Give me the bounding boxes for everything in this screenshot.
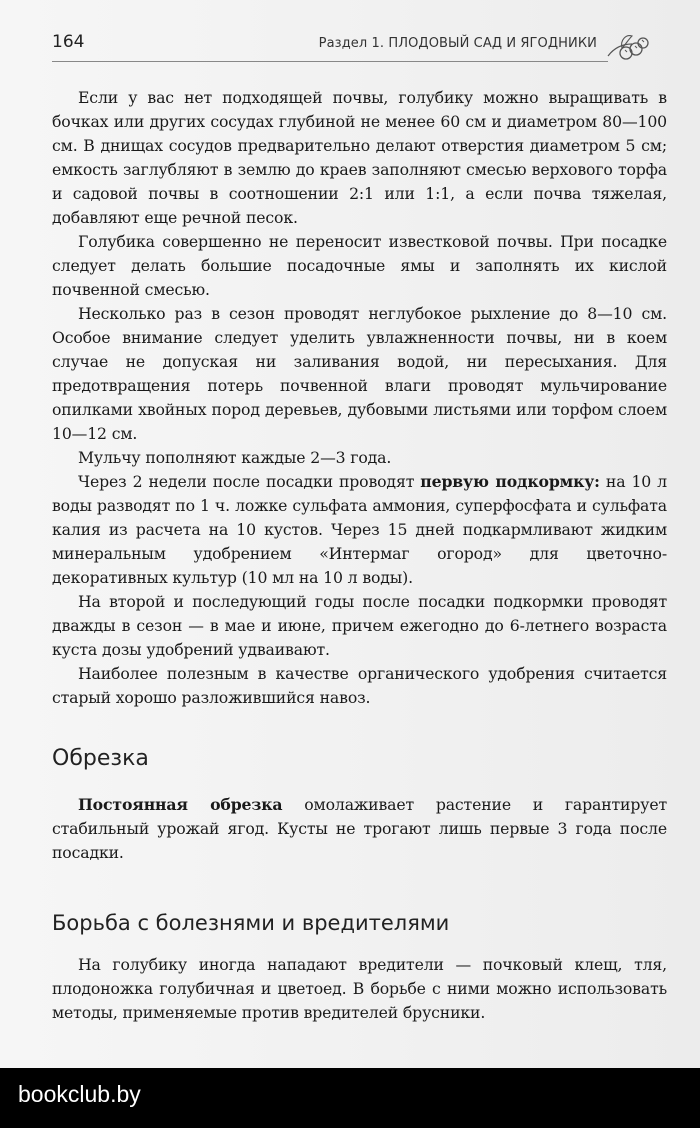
- berries-icon: [602, 26, 652, 66]
- section-title: Раздел 1. ПЛОДОВЫЙ САД И ЯГОДНИКИ: [318, 36, 597, 51]
- page-number: 164: [52, 32, 85, 52]
- paragraph-soil: Голубика совершенно не переносит известковой почвы. При посадке следует делать большие посадочные ямы и заполнять их кислой почвенной смесью.: [52, 232, 667, 299]
- header-rule: [52, 61, 608, 62]
- paragraph-pruning: [52, 793, 667, 865]
- heading-pruning: Обрезка: [52, 746, 149, 771]
- paragraph-pests: На голубику иногда нападают вредители — почковый клещ, тля, плодоножка голубичная и цветоед. В борьбе с ними можно использовать методы, применяемые против вредителей брусники.: [52, 955, 667, 1022]
- paragraph-loosening: Несколько раз в сезон проводят неглубокое рыхление до 8—10 см. Особое внимание следует уделить увлажненности почвы, ни в коем случае не допуская ни заливания водой, ни пересыхания. Для предотвращения потерь почвенной влаги проводят мульчирование опилками хвойных пород деревьев, дубовыми листьями или торфом слоем 10—12 см.: [52, 304, 667, 443]
- heading-diseases-pests: Борьба с болезнями и вредителями: [52, 911, 450, 935]
- text-fragment: Через 2 недели после посадки проводят: [78, 472, 421, 491]
- paragraph-mulch: Мульчу пополняют каждые 2—3 года.: [78, 448, 392, 467]
- running-header: [52, 28, 652, 62]
- watermark-bar: [0, 1068, 700, 1128]
- watermark-text: bookclub.by: [18, 1081, 141, 1107]
- paragraph-first-feeding: [52, 470, 667, 590]
- paragraph-manure: Наиболее полезным в качестве органического удобрения считается старый хорошо разложившийся навоз.: [52, 664, 667, 707]
- text-fragment: на 10 л воды разводят по 1 ч. ложке сульфата аммония, суперфосфата и сульфата калия из расчета на 10 кустов. Через 15 дней подкармливают жидким минеральным удобрением «Интермаг огород» для цветочно-декоративных культур (10 мл на 10 л воды).: [52, 472, 667, 587]
- paragraph-containers: Если у вас нет подходящей почвы, голубику можно выращивать в бочках или других сосудах глубиной не менее 60 см и диаметром 80—100 см. В днищах сосудов предварительно делают отверстия диаметром 5 см; емкость заглубляют в землю до краев заполняют смесью верхового торфа и садовой почвы в соотношении 2:1 или 1:1, а если почва тяжелая, добавляют еще речной песок.: [52, 88, 667, 227]
- page-body: [52, 86, 667, 1025]
- bold-term: первую подкормку:: [420, 472, 600, 491]
- bold-term: Постоянная обрезка: [78, 795, 283, 814]
- paragraph-later-feeding: На второй и последующий годы после посадки подкормки проводят дважды в сезон — в мае и июне, причем ежегодно до 6-летнего возраста куста дозы удобрений удваивают.: [52, 592, 667, 659]
- text-fragment: омолаживает растение и гарантирует стабильный урожай ягод. Кусты не трогают лишь первые 3 года после посадки.: [52, 795, 668, 862]
